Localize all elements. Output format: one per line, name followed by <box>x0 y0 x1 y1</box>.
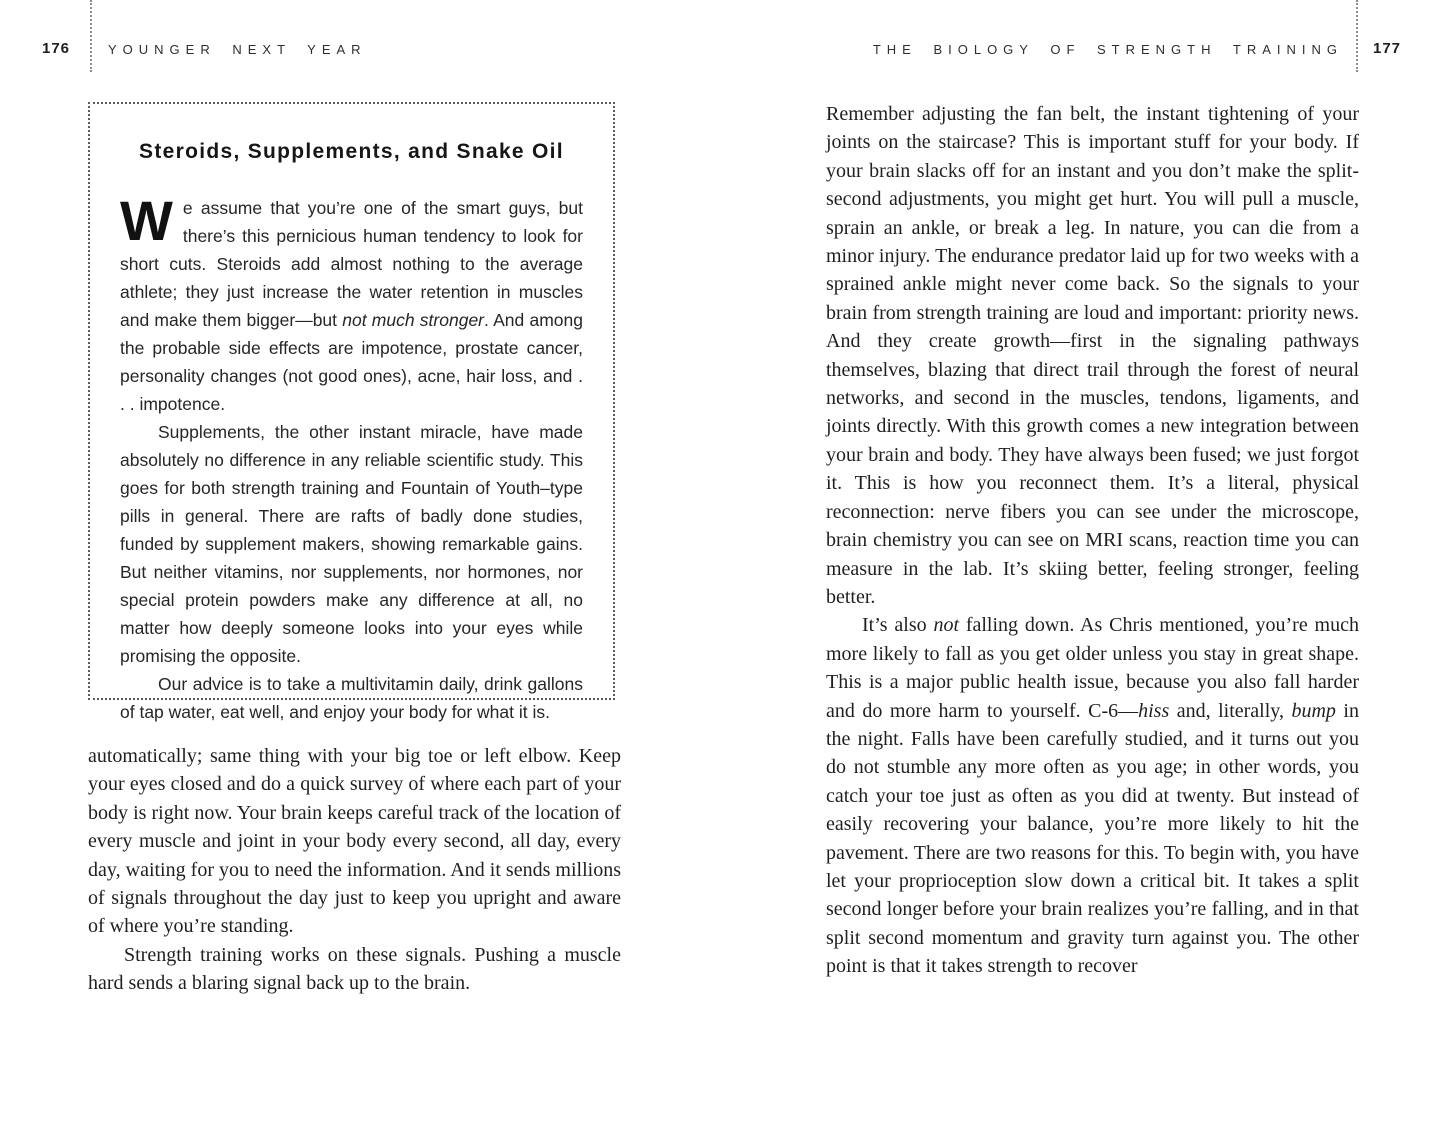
page-number-right: 177 <box>1373 40 1402 57</box>
header-divider-dotted <box>90 0 92 72</box>
paragraph <box>120 189 583 418</box>
text-run: It’s also <box>862 614 934 637</box>
paragraph <box>826 100 1359 611</box>
text-run: automatically; same thing with your big toe or left elbow. Keep your eyes closed and do a quick survey of where each part of your body is right now. Your brain keeps careful track of the location of every muscle and joint in your body every second, all day, every day, waiting for you to need the information. And it sends millions of signals throughout the day just to keep you upright and aware of where you’re standing. <box>88 745 621 938</box>
italic-text-run: bump <box>1291 699 1336 722</box>
text-run: Remember adjusting the fan belt, the instant tightening of your joints on the staircase? This is important stuff for your body. If your brain slacks off for an instant and you don’t make the split-second adjustments, you might get hurt. You will pull a muscle, sprain an ankle, or break a leg. In nature, you can die from a minor injury. The endurance predator laid up for two weeks with a sprained ankle might never come back. So the signals to your brain from strength training are loud and important: priority news. And they create growth—first in the signaling pathways themselves, blazing that direct trail through the forest of neural networks, and second in the muscles, tendons, ligaments, and joints directly. With this growth comes a new integration between your brain and body. They have always been fused; we just forgot it. This is how you reconnect them. It’s a literal, physical reconnection: nerve fibers you can see under the microscope, brain chemistry you can see on MRI scans, reaction time you can measure in the lab. It’s skiing better, feeling stronger, feeling better. <box>826 103 1359 608</box>
text-run: falling down. As Chris mentioned, you’re much more likely to fall as you get older unless you stay in great shape. This is a major public health issue, because you also fall harder and do more harm to yourself. C-6— <box>826 614 1359 722</box>
running-title-chapter: THE BIOLOGY OF STRENGTH TRAINING <box>872 42 1343 57</box>
paragraph <box>120 670 583 726</box>
page-number-left: 176 <box>42 40 71 57</box>
running-title-book: YOUNGER NEXT YEAR <box>108 42 367 57</box>
header-divider-dotted <box>1356 0 1358 72</box>
italic-text-run: not <box>933 614 959 637</box>
left-page-body-text <box>88 742 621 998</box>
paragraph <box>88 742 621 941</box>
sidebar-box-title: Steroids, Supplements, and Snake Oil <box>139 140 564 163</box>
paragraph <box>88 941 621 998</box>
italic-text-run: not much stronger <box>342 310 485 330</box>
right-page-body-text <box>826 100 1359 981</box>
text-run: Our advice is to take a multivitamin daily, drink gallons of tap water, eat well, and enjoy your body for what it is. <box>120 674 583 722</box>
text-run: Strength training works on these signals. Pushing a muscle hard sends a blaring signal back up to the brain. <box>88 943 621 995</box>
text-run: in the night. Falls have been carefully studied, and it turns out you do not stumble any more often as you age; in other words, you catch your toe just as often as you did at twenty. But instead of easily recovering your balance, you’re more likely to hit the pavement. There are two reasons for this. To begin with, you have let your proprioception slow down a critical bit. It takes a split second longer before your brain realizes you’re falling, and in that split second momentum and gravity turn against you. The other point is that it takes strength to recover <box>826 699 1359 978</box>
text-run: . And among the probable side effects are impotence, prostate cancer, personality changes (not good ones), acne, hair loss, and . . . impotence. <box>120 310 583 414</box>
italic-text-run: hiss <box>1138 699 1170 722</box>
sidebar-box-body <box>120 189 583 726</box>
sidebar-box <box>88 102 615 722</box>
paragraph <box>826 611 1359 980</box>
paragraph <box>120 418 583 670</box>
text-run: e assume that you’re one of the smart guys, but there’s this pernicious human tendency to look for short cuts. Steroids add almost nothing to the average athlete; they just increase the water retention in muscles and make them bigger—but <box>120 198 583 330</box>
text-run: Supplements, the other instant miracle, have made absolutely no difference in any reliable scientific study. This goes for both strength training and Fountain of Youth–type pills in general. There are rafts of badly done studies, funded by supplement makers, showing remarkable gains. But neither vitamins, nor supplements, nor hormones, nor special protein powders make any difference at all, no matter how deeply someone looks into your eyes while promising the opposite. <box>120 422 583 666</box>
dropcap-letter: W <box>120 189 173 252</box>
text-run: and, literally, <box>1169 699 1292 722</box>
